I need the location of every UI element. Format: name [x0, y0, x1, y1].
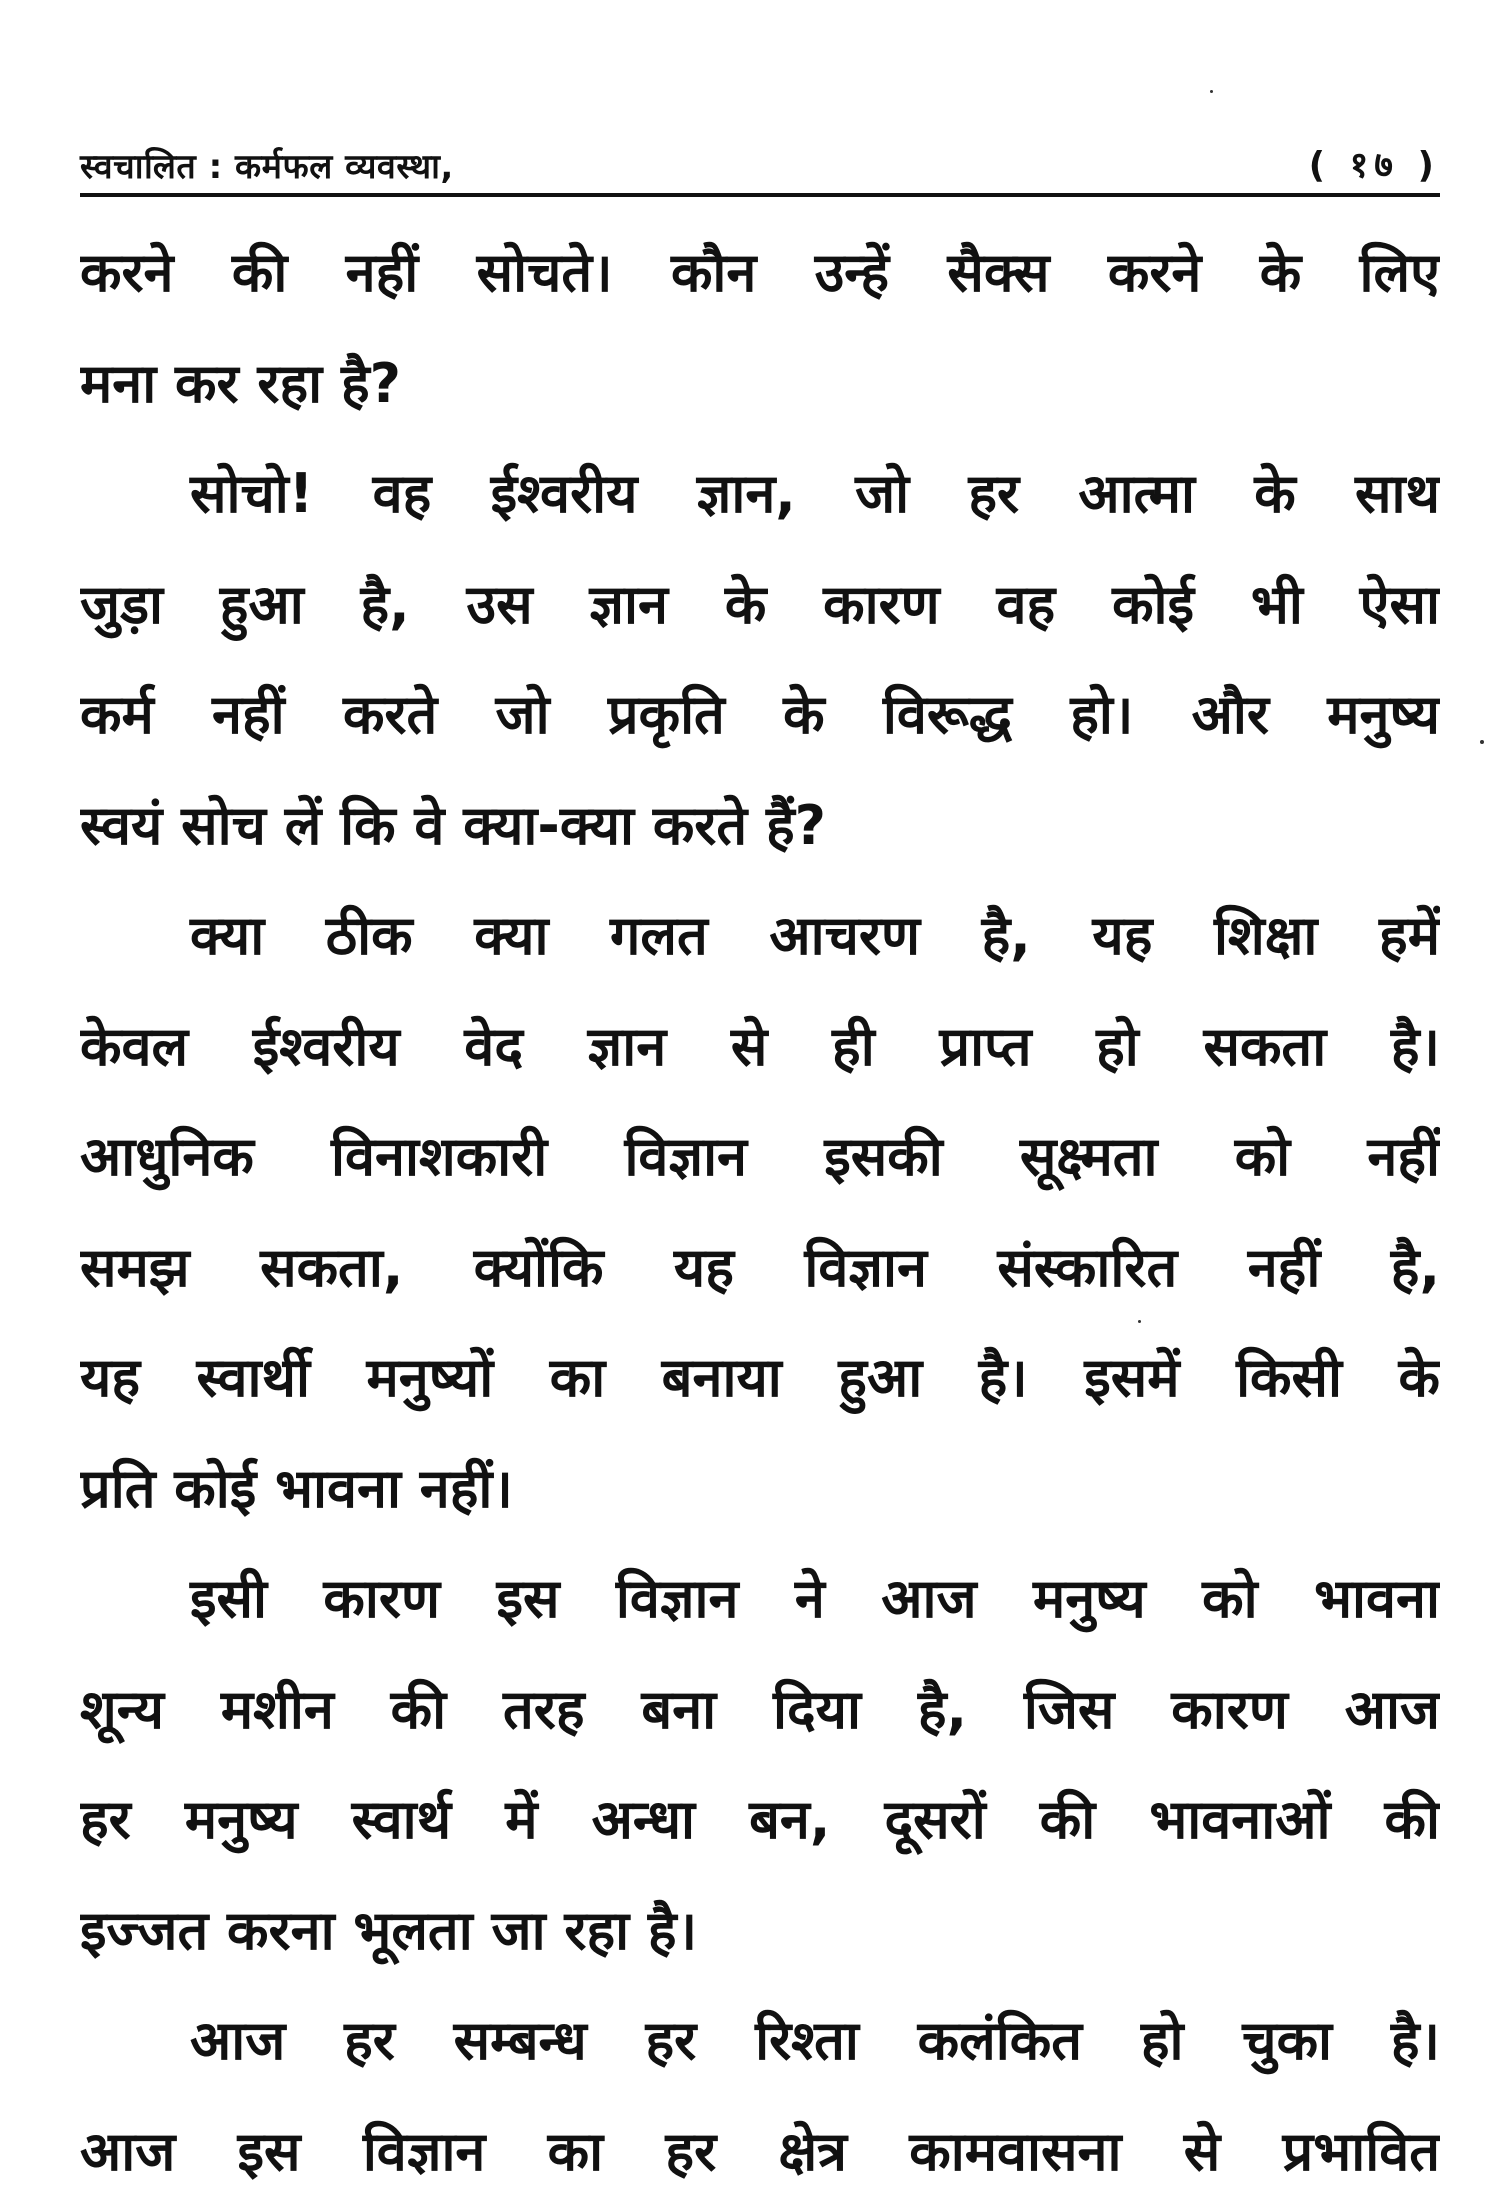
running-title: स्वचालित : कर्मफल व्यवस्था,	[80, 142, 454, 188]
text-line: हर मनुष्य स्वार्थ में अन्धा बन, दूसरों की भावनाओं की	[80, 1765, 1440, 1876]
text-line: जुड़ा हुआ है, उस ज्ञान के कारण वह कोई भी ऐसा	[80, 550, 1440, 661]
text-line: प्रति कोई भावना नहीं।	[80, 1434, 1440, 1545]
text-line: स्वयं सोच लें कि वे क्या-क्या करते हैं?	[80, 771, 1440, 882]
text-line: करने की नहीं सोचते। कौन उन्हें सैक्स करने के लिए	[80, 218, 1440, 329]
text-line: यह स्वार्थी मनुष्यों का बनाया हुआ है। इसमें किसी के	[80, 1323, 1440, 1434]
text-line: आज हर सम्बन्ध हर रिश्ता कलंकित हो चुका है।	[80, 1986, 1440, 2097]
header-rule	[80, 193, 1440, 197]
text-line: केवल ईश्वरीय वेद ज्ञान से ही प्राप्त हो सकता है।	[80, 992, 1440, 1103]
text-line: आज इस विज्ञान का हर क्षेत्र कामवासना से प्रभावित	[80, 2097, 1440, 2207]
scan-speck	[1210, 90, 1213, 93]
text-line: इज्जत करना भूलता जा रहा है।	[80, 1876, 1440, 1987]
text-line: मना कर रहा है?	[80, 329, 1440, 440]
body-text	[80, 218, 1440, 2207]
text-line: समझ सकता, क्योंकि यह विज्ञान संस्कारित नहीं है,	[80, 1213, 1440, 1324]
page-header	[80, 128, 1440, 188]
text-line: क्या ठीक क्या गलत आचरण है, यह शिक्षा हमें	[80, 881, 1440, 992]
text-line: आधुनिक विनाशकारी विज्ञान इसकी सूक्ष्मता को नहीं	[80, 1102, 1440, 1213]
text-line: कर्म नहीं करते जो प्रकृति के विरूद्ध हो। और मनुष्य	[80, 660, 1440, 771]
text-line: इसी कारण इस विज्ञान ने आज मनुष्य को भावना	[80, 1544, 1440, 1655]
scan-speck	[1138, 1320, 1141, 1323]
text-line: शून्य मशीन की तरह बना दिया है, जिस कारण आज	[80, 1655, 1440, 1766]
scan-speck	[1480, 740, 1484, 744]
page-number: ( १७ )	[1309, 139, 1440, 188]
text-line: सोचो! वह ईश्वरीय ज्ञान, जो हर आत्मा के साथ	[80, 439, 1440, 550]
